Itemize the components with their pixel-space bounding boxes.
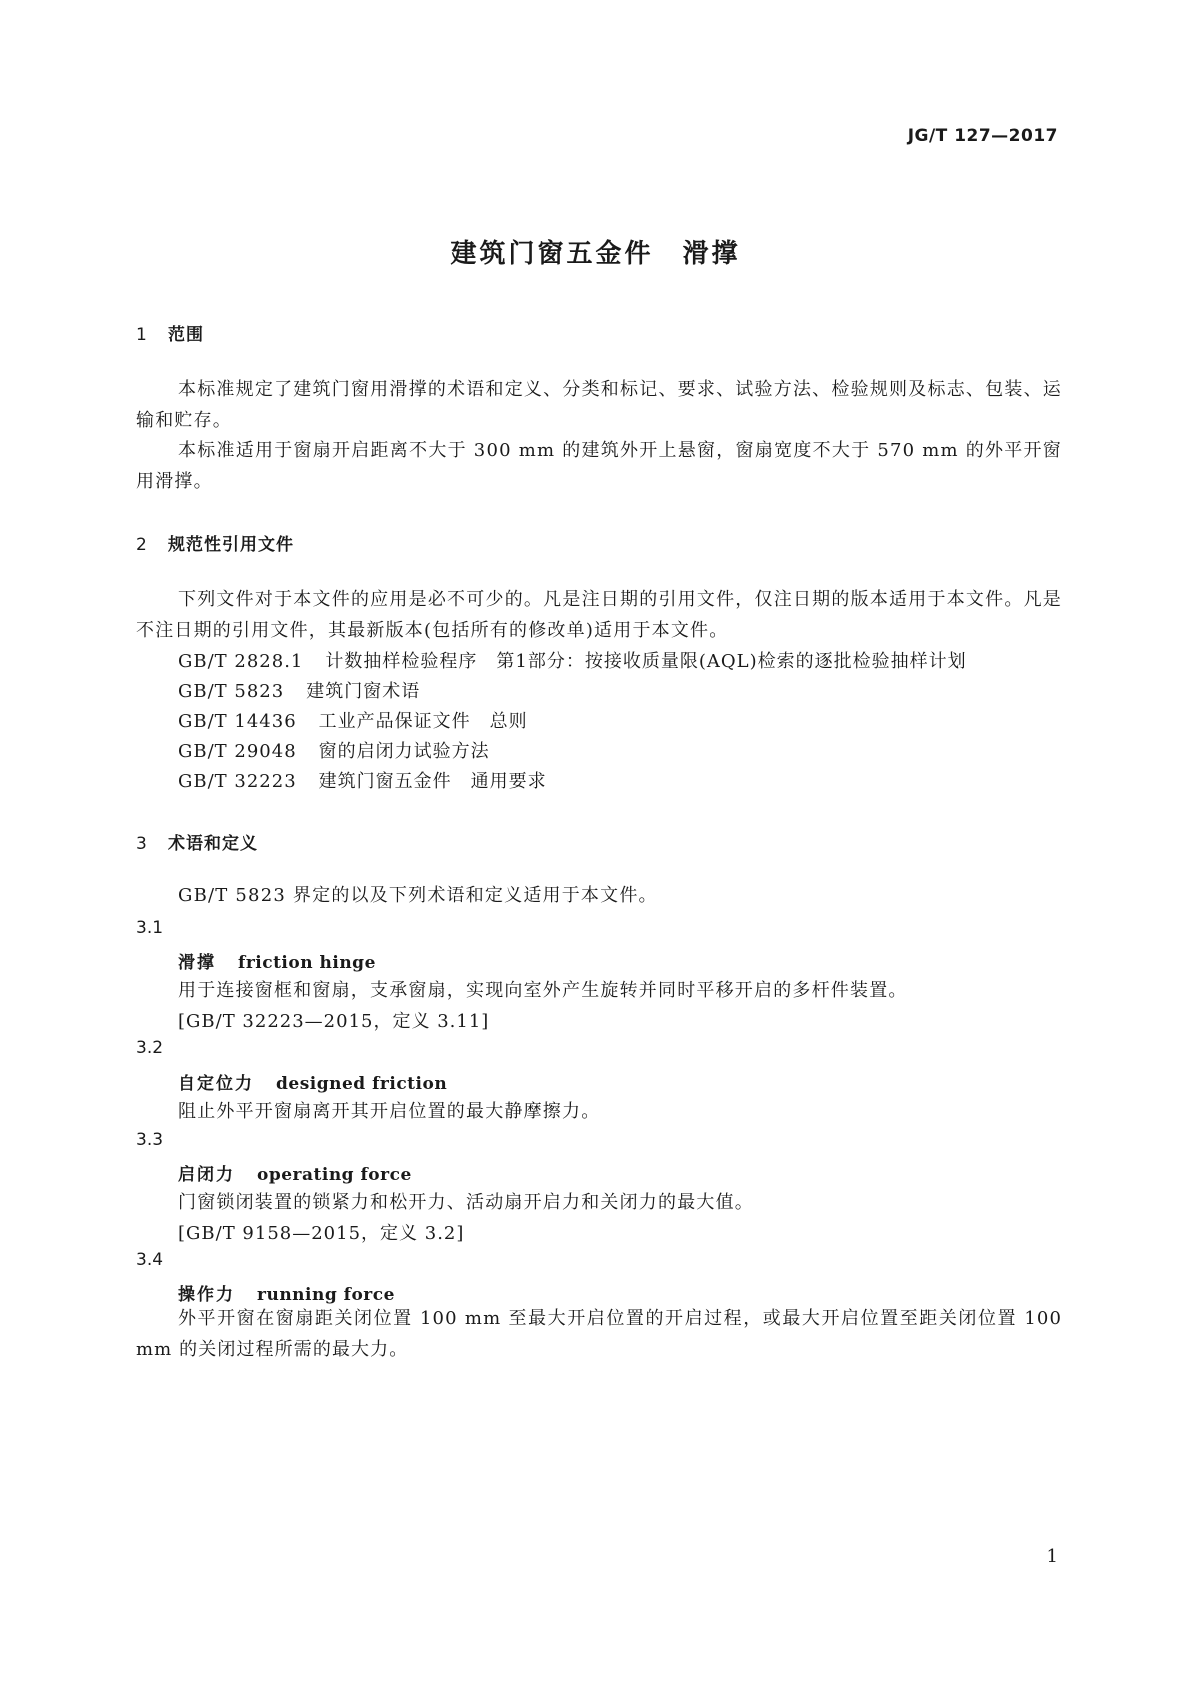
term-zh: 滑撑 <box>178 953 216 973</box>
reference-code: GB/T 32223 <box>178 771 297 792</box>
reference-code: GB/T 29048 <box>178 741 297 762</box>
paragraph: 本标准规定了建筑门窗用滑撑的术语和定义、分类和标记、要求、试验方法、检验规则及标志、包装、运输和贮存。 <box>136 379 1062 431</box>
section-number: 2 <box>136 535 148 555</box>
term-zh: 操作力 <box>178 1285 235 1305</box>
page-number: 1 <box>1046 1546 1058 1567</box>
reference-title: 计数抽样检验程序 第1部分：按接收质量限(AQL)检索的逐批检验抽样计划 <box>325 651 967 672</box>
term-source: [GB/T 9158—2015，定义 3.2] <box>178 1223 465 1244</box>
section-1-heading <box>136 320 204 345</box>
term-definition: 门窗锁闭装置的锁紧力和松开力、活动扇开启力和关闭力的最大值。 <box>178 1192 754 1213</box>
term-zh: 自定位力 <box>178 1074 254 1094</box>
reference-title: 工业产品保证文件 总则 <box>318 711 528 732</box>
term-definition: 用于连接窗框和窗扇，支承窗扇，实现向室外产生旋转并同时平移开启的多杆件装置。 <box>178 980 908 1001</box>
term-number: 3.1 <box>136 918 164 938</box>
reference-item <box>178 737 490 763</box>
term-name <box>178 1160 412 1185</box>
section-3-heading <box>136 829 258 854</box>
standard-code: JG/T 127—2017 <box>907 126 1058 146</box>
term-number: 3.3 <box>136 1130 164 1150</box>
reference-title: 建筑门窗五金件 通用要求 <box>318 771 547 792</box>
term-zh: 启闭力 <box>178 1165 235 1185</box>
section-title: 范围 <box>168 325 204 345</box>
section-number: 1 <box>136 325 148 345</box>
reference-code: GB/T 2828.1 <box>178 651 304 672</box>
term-source: [GB/T 32223—2015，定义 3.11] <box>178 1011 490 1032</box>
section-2-heading <box>136 530 294 555</box>
term-number: 3.2 <box>136 1038 164 1058</box>
paragraph: GB/T 5823 界定的以及下列术语和定义适用于本文件。 <box>178 885 658 906</box>
term-en: operating force <box>257 1165 412 1185</box>
reference-item <box>178 677 420 703</box>
term-en: running force <box>257 1285 395 1305</box>
term-name <box>178 1069 447 1094</box>
section-title: 术语和定义 <box>168 834 258 854</box>
term-name <box>178 948 376 973</box>
reference-title: 建筑门窗术语 <box>306 681 421 702</box>
term-en: designed friction <box>276 1074 448 1094</box>
term-definition: 阻止外平开窗扇离开其开启位置的最大静摩擦力。 <box>178 1101 601 1122</box>
reference-title: 窗的启闭力试验方法 <box>318 741 490 762</box>
paragraph: 下列文件对于本文件的应用是必不可少的。凡是注日期的引用文件，仅注日期的版本适用于本文件。凡是不注日期的引用文件，其最新版本(包括所有的修改单)适用于本文件。 <box>136 589 1062 641</box>
section-title: 规范性引用文件 <box>168 535 294 555</box>
reference-code: GB/T 5823 <box>178 681 285 702</box>
reference-code: GB/T 14436 <box>178 711 297 732</box>
term-en: friction hinge <box>238 953 376 973</box>
term-name <box>178 1280 395 1305</box>
reference-item <box>178 767 547 793</box>
reference-item <box>178 647 967 673</box>
term-number: 3.4 <box>136 1250 164 1270</box>
term-definition: 外平开窗在窗扇距关闭位置 100 mm 至最大开启位置的开启过程，或最大开启位置至距关闭位置 100 mm 的关闭过程所需的最大力。 <box>136 1308 1062 1360</box>
document-title: 建筑门窗五金件 滑撑 <box>450 239 741 269</box>
paragraph: 本标准适用于窗扇开启距离不大于 300 mm 的建筑外开上悬窗，窗扇宽度不大于 570 mm 的外平开窗用滑撑。 <box>136 440 1062 492</box>
section-number: 3 <box>136 834 148 854</box>
reference-item <box>178 707 528 733</box>
